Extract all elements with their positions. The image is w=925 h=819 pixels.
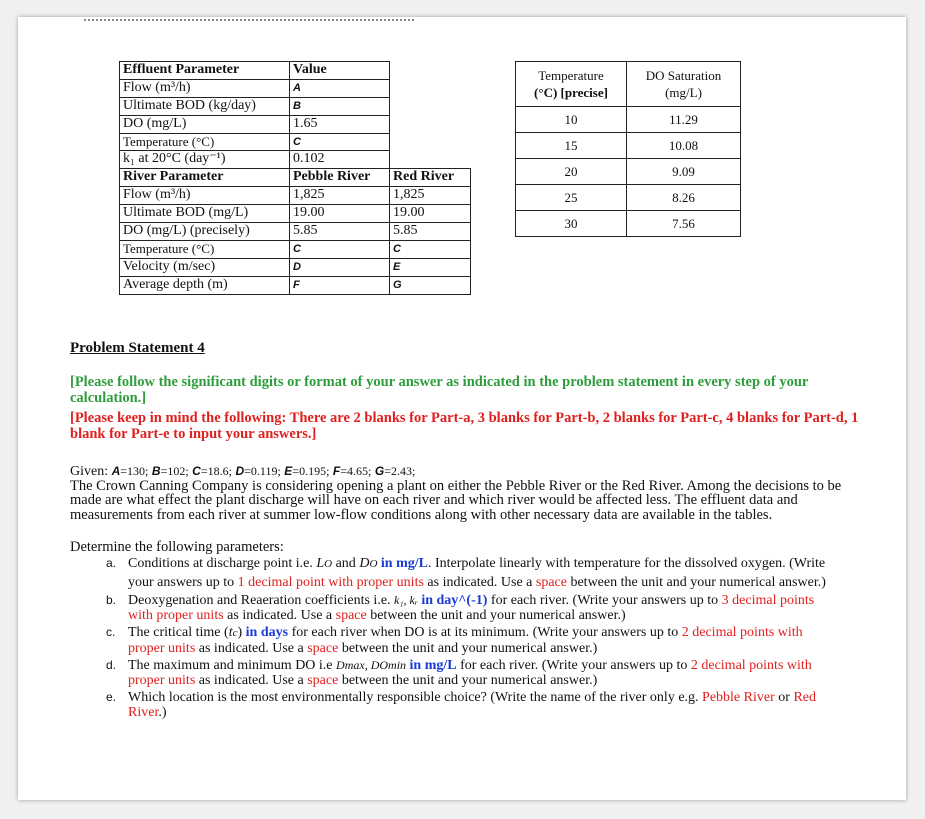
red-value: C — [390, 240, 471, 258]
given-name: B — [151, 464, 161, 478]
highlight-text: 3 decimal points with proper units — [128, 593, 815, 623]
item-e-text — [128, 690, 826, 720]
problem-paragraph: The Crown Canning Company is considering opening a plant on either the Pebble River or the Red River. Among the decisions to be made are what effect the plant discharge will have on each river and which river would be affected less. The effluent data and measurements from each river at summer low-flow conditions along with other necessary data are available in the tables. — [70, 478, 842, 523]
pebble-river-header: Pebble River — [290, 169, 390, 187]
empty-cell — [390, 115, 471, 133]
text-span: . Interpolate linearly with temperature for the dissolved oxygen. (Write your answers up to — [128, 556, 826, 590]
text-span: D — [359, 556, 370, 571]
table-row — [516, 159, 741, 185]
table-row — [120, 276, 471, 294]
text-span: The critical time ( — [128, 625, 229, 640]
red-value: 1,825 — [390, 187, 471, 205]
given-name: D — [235, 464, 245, 478]
given-value: =102; — [160, 464, 189, 478]
param-value: Value — [290, 62, 390, 80]
param-value: C — [290, 133, 390, 151]
page-top-divider — [84, 17, 414, 21]
param-label: DO (mg/L) — [120, 115, 290, 133]
list-item-d — [106, 658, 826, 688]
temperature-value: 30 — [516, 211, 627, 237]
highlight-text: space — [307, 641, 339, 656]
temperature-value: 25 — [516, 185, 627, 211]
text-span: as indicated. Use a — [195, 673, 308, 688]
text-span: O — [369, 558, 378, 570]
highlight-text: 1 decimal point with proper units — [237, 574, 424, 590]
table-row — [120, 133, 471, 151]
item-b-text — [128, 593, 826, 623]
highlight-text: space — [307, 673, 339, 688]
table-header-row — [516, 62, 741, 107]
temperature-header-line2: (°C) [precise] — [534, 85, 608, 100]
param-label: k₁ at 20°C (day⁻¹) — [120, 151, 290, 169]
given-name: G — [374, 464, 385, 478]
red-value: 19.00 — [390, 205, 471, 223]
text-span: Which location is the most environmentally responsible choice? (Write the name of the river only e.g. — [128, 690, 703, 705]
empty-cell — [390, 79, 471, 97]
temperature-header-line1: Temperature — [538, 68, 604, 83]
empty-cell — [390, 97, 471, 115]
red-value: 5.85 — [390, 223, 471, 241]
temperature-value: 10 — [516, 107, 627, 133]
temperature-value: 20 — [516, 159, 627, 185]
river-param-label: Flow (m³/h) — [120, 187, 290, 205]
pebble-value: 19.00 — [290, 205, 390, 223]
red-value: G — [390, 276, 471, 294]
pebble-value: 1,825 — [290, 187, 390, 205]
do-value: 7.56 — [627, 211, 741, 237]
highlight-text: Pebble River — [702, 690, 775, 705]
list-item-c — [106, 625, 826, 656]
text-span: Conditions at discharge point i.e. — [128, 556, 317, 571]
param-value: 0.102 — [290, 151, 390, 169]
item-c-text — [128, 625, 826, 656]
empty-cell — [390, 151, 471, 169]
pebble-value: C — [290, 240, 390, 258]
river-param-label: Ultimate BOD (mg/L) — [120, 205, 290, 223]
river-param-label: Temperature (°C) — [120, 240, 290, 258]
text-span: as indicated. Use a — [195, 641, 308, 656]
instruction-significant-digits: [Please follow the significant digits or format of your answer as indicated in the problem statement in every step of your calculation.] — [70, 374, 809, 406]
given-value: =0.195; — [292, 464, 330, 478]
table-row — [516, 185, 741, 211]
do-header-line2: (mg/L) — [665, 85, 702, 100]
given-name: F — [332, 464, 341, 478]
text-span: for each river when DO is at its minimum. (Write your answers up to — [288, 625, 682, 640]
text-span: ) — [237, 625, 243, 640]
text-span: or — [774, 690, 794, 705]
text-span: as indicated. Use a — [423, 574, 536, 590]
problem-title: Problem Statement 4 — [70, 340, 205, 356]
text-span: for each river. (Write your answers up to — [487, 593, 722, 608]
table-row — [120, 62, 471, 80]
parameter-table — [119, 61, 471, 295]
temperature-value: 15 — [516, 133, 627, 159]
red-value: E — [390, 258, 471, 276]
param-label: Effluent Parameter — [120, 62, 290, 80]
table-row — [120, 169, 471, 187]
list-item-a — [106, 555, 826, 591]
unit-text: in mg/L — [377, 556, 428, 571]
given-name: E — [284, 464, 293, 478]
table-row — [516, 133, 741, 159]
highlight-text: 2 decimal points with proper units — [128, 625, 803, 656]
highlight-text: space — [335, 608, 367, 623]
pebble-value: F — [290, 276, 390, 294]
list-item-b — [106, 593, 826, 623]
document-page — [18, 17, 906, 800]
text-span: L — [316, 556, 325, 571]
text-span: between the unit and your numerical answer.) — [338, 641, 598, 656]
given-label: Given: — [70, 464, 109, 479]
do-saturation-table — [515, 61, 741, 237]
highlight-text: Red River — [128, 690, 816, 720]
text-span: and — [332, 556, 360, 571]
text-span: between the unit and your numerical answer.) — [366, 608, 626, 623]
text-span: .) — [158, 705, 167, 720]
list-item-e — [106, 690, 826, 720]
item-label: b. — [106, 593, 117, 607]
item-label: e. — [106, 690, 117, 704]
red-river-header: Red River — [390, 169, 471, 187]
river-param-label: DO (mg/L) (precisely) — [120, 223, 290, 241]
item-d-text — [128, 658, 826, 688]
text-span: between the unit and your numerical answer.) — [338, 673, 598, 688]
item-label: c. — [106, 625, 116, 639]
table-row — [120, 205, 471, 223]
question-list — [106, 555, 826, 720]
unit-text: in day^(-1) — [417, 593, 488, 608]
highlight-text: 2 decimal points with proper units — [128, 658, 812, 688]
table-row — [120, 240, 471, 258]
item-label: d. — [106, 658, 117, 672]
do-value: 8.26 — [627, 185, 741, 211]
instruction-blanks: [Please keep in mind the following: There are 2 blanks for Part-a, 3 blanks for Part-b, 2 blanks for Part-c, 4 blanks for Part-d, 1 blank for Part-e to input your answers.] — [70, 410, 859, 442]
text-span: Dmax, DOmin — [336, 658, 407, 672]
given-value: =0.119; — [244, 464, 281, 478]
given-value: =18.6; — [200, 464, 232, 478]
text-span: between the unit and your numerical answer.) — [566, 574, 826, 590]
table-row — [120, 115, 471, 133]
param-label: Temperature (°C) — [120, 133, 290, 151]
given-value: =4.65; — [340, 464, 372, 478]
river-param-header: River Parameter — [120, 169, 290, 187]
text-span: O — [324, 558, 333, 570]
do-value: 9.09 — [627, 159, 741, 185]
temperature-header — [516, 62, 627, 107]
item-a-text — [128, 555, 826, 591]
table-row — [120, 79, 471, 97]
given-value: =130; — [120, 464, 149, 478]
table-row — [120, 223, 471, 241]
item-label: a. — [106, 556, 117, 570]
param-value: A — [290, 79, 390, 97]
param-value: B — [290, 97, 390, 115]
table-row — [516, 107, 741, 133]
table-row — [120, 151, 471, 169]
text-span: for each river. (Write your answers up to — [456, 658, 691, 673]
pebble-value: D — [290, 258, 390, 276]
table-row — [120, 187, 471, 205]
do-value: 11.29 — [627, 107, 741, 133]
highlight-text: space — [535, 574, 567, 590]
text-span: t — [228, 625, 233, 640]
river-param-label: Average depth (m) — [120, 276, 290, 294]
determine-heading: Determine the following parameters: — [70, 539, 284, 555]
text-span: as indicated. Use a — [223, 608, 336, 623]
do-header-line1: DO Saturation — [645, 68, 722, 83]
param-label: Flow (m³/h) — [120, 79, 290, 97]
given-name: C — [192, 464, 201, 478]
param-label: Ultimate BOD (kg/day) — [120, 97, 290, 115]
given-value: =2.43; — [384, 464, 416, 478]
text-span: The maximum and minimum DO i.e — [128, 658, 337, 673]
pebble-value: 5.85 — [290, 223, 390, 241]
unit-text: in mg/L — [406, 658, 457, 673]
table-row — [516, 211, 741, 237]
unit-text: in days — [242, 625, 289, 640]
empty-cell — [390, 62, 471, 80]
param-value: 1.65 — [290, 115, 390, 133]
do-value: 10.08 — [627, 133, 741, 159]
text-span: k₁, kᵣ — [394, 593, 418, 607]
do-saturation-header — [627, 62, 741, 107]
empty-cell — [390, 133, 471, 151]
given-name: A — [111, 464, 121, 478]
text-span: Deoxygenation and Reaeration coefficients i.e. — [128, 593, 395, 608]
text-span: c — [232, 627, 238, 639]
table-row — [120, 258, 471, 276]
table-row — [120, 97, 471, 115]
river-param-label: Velocity (m/sec) — [120, 258, 290, 276]
